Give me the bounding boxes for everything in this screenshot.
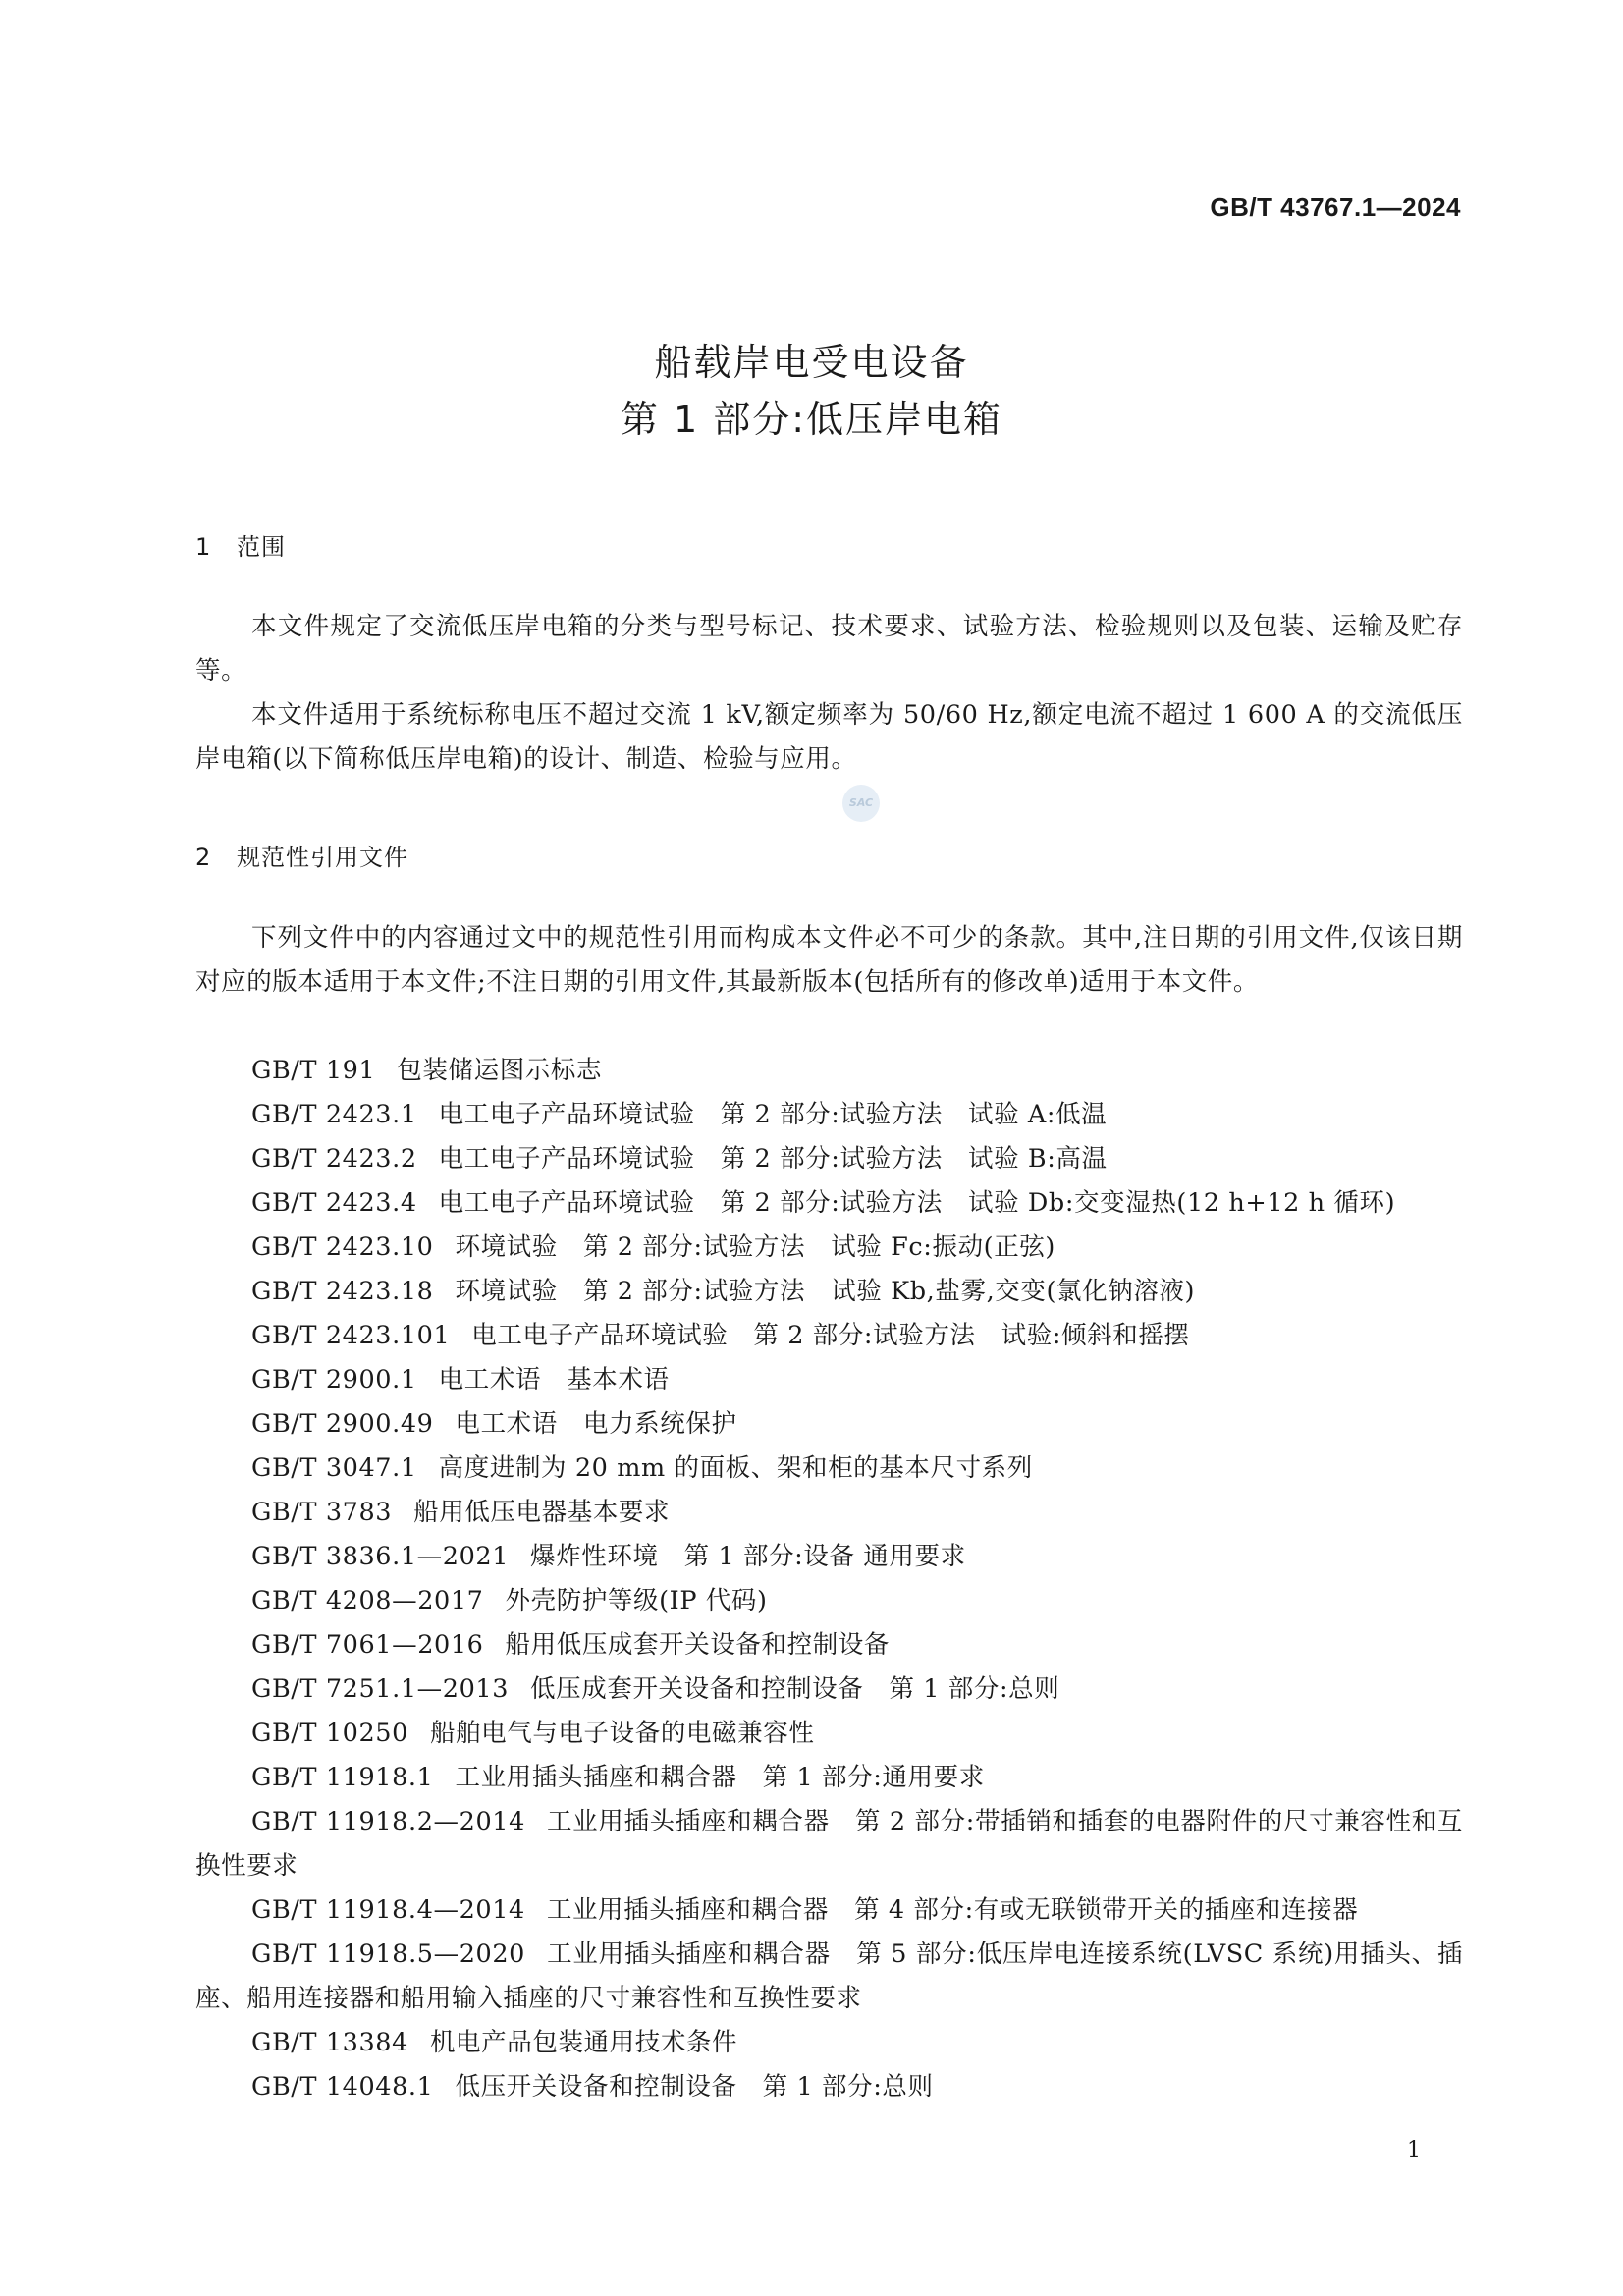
reference-code: GB/T 2423.2 [251, 1144, 417, 1174]
reference-title: 工业用插头插座和耦合器 第 2 部分:带插销和插套的电器附件的尺寸兼容性和互换性要求 [195, 1807, 1463, 1881]
section-title: 规范性引用文件 [237, 844, 408, 871]
section-1-heading [195, 527, 286, 562]
reference-item [195, 1181, 1463, 1226]
reference-title: 电工电子产品环境试验 第 2 部分:试验方法 试验 B:高温 [438, 1144, 1108, 1174]
standard-number: GB/T 43767.1—2024 [1210, 192, 1461, 222]
reference-item [195, 1535, 1463, 1579]
reference-code: GB/T 3836.1—2021 [251, 1542, 510, 1571]
reference-item [195, 1314, 1463, 1358]
reference-item [195, 1270, 1463, 1314]
section-title: 范围 [237, 533, 286, 561]
reference-code: GB/T 11918.1 [251, 1763, 434, 1792]
sac-watermark-logo: SAC [842, 785, 880, 822]
reference-title: 爆炸性环境 第 1 部分:设备 通用要求 [530, 1542, 966, 1571]
reference-title: 低压开关设备和控制设备 第 1 部分:总则 [455, 2072, 934, 2102]
section-2-intro: 下列文件中的内容通过文中的规范性引用而构成本文件必不可少的条款。其中,注日期的引用文件,仅该日期对应的版本适用于本文件;不注日期的引用文件,其最新版本(包括所有的修改单)适用于本文件。 [195, 923, 1463, 997]
normative-reference-list [195, 1049, 1463, 2109]
reference-title: 高度进制为 20 mm 的面板、架和柜的基本尺寸系列 [438, 1453, 1033, 1483]
reference-code: GB/T 13384 [251, 2028, 408, 2057]
reference-title: 船用低压成套开关设备和控制设备 [505, 1630, 891, 1660]
reference-title: 环境试验 第 2 部分:试验方法 试验 Fc:振动(正弦) [455, 1232, 1055, 1262]
reference-title: 工业用插头插座和耦合器 第 1 部分:通用要求 [455, 1763, 985, 1792]
reference-item [195, 1800, 1463, 1888]
reference-item [195, 1049, 1463, 1093]
reference-item [195, 1888, 1463, 1933]
reference-title: 电工电子产品环境试验 第 2 部分:试验方法 试验 A:低温 [438, 1100, 1108, 1129]
reference-code: GB/T 7251.1—2013 [251, 1674, 510, 1704]
reference-code: GB/T 14048.1 [251, 2072, 434, 2102]
reference-code: GB/T 3783 [251, 1498, 393, 1527]
reference-title: 工业用插头插座和耦合器 第 4 部分:有或无联锁带开关的插座和连接器 [546, 1895, 1359, 1925]
section-1-paragraph-1: 本文件规定了交流低压岸电箱的分类与型号标记、技术要求、试验方法、检验规则以及包装、运输及贮存等。 [195, 612, 1463, 685]
reference-title: 电工电子产品环境试验 第 2 部分:试验方法 试验:倾斜和摇摆 [471, 1321, 1190, 1350]
reference-code: GB/T 191 [251, 1056, 376, 1085]
reference-title: 电工术语 基本术语 [438, 1365, 670, 1394]
reference-item [195, 1358, 1463, 1402]
reference-code: GB/T 3047.1 [251, 1453, 417, 1483]
section-2-heading [195, 838, 408, 872]
reference-item [195, 1093, 1463, 1137]
reference-code: GB/T 10250 [251, 1719, 408, 1748]
reference-title: 电工电子产品环境试验 第 2 部分:试验方法 试验 Db:交变湿热(12 h+12 h 循环) [438, 1188, 1396, 1218]
section-1-paragraph-2: 本文件适用于系统标称电压不超过交流 1 kV,额定频率为 50/60 Hz,额定电流不超过 1 600 A 的交流低压岸电箱(以下简称低压岸电箱)的设计、制造、检验与应用。 [195, 700, 1463, 774]
reference-code: GB/T 11918.5—2020 [251, 1940, 526, 1969]
reference-title: 包装储运图示标志 [397, 1056, 603, 1085]
reference-code: GB/T 4208—2017 [251, 1586, 484, 1615]
reference-title: 机电产品包装通用技术条件 [429, 2028, 738, 2057]
reference-title: 船用低压电器基本要求 [413, 1498, 671, 1527]
reference-title: 电工术语 电力系统保护 [455, 1409, 737, 1439]
reference-item [195, 2065, 1463, 2109]
document-title-line-1: 船载岸电受电设备 [654, 341, 969, 384]
reference-item [195, 1447, 1463, 1491]
reference-code: GB/T 2423.101 [251, 1321, 451, 1350]
reference-code: GB/T 2423.10 [251, 1232, 434, 1262]
reference-code: GB/T 11918.4—2014 [251, 1895, 525, 1925]
reference-title: 船舶电气与电子设备的电磁兼容性 [429, 1719, 815, 1748]
document-title-line-2: 第 1 部分:低压岸电箱 [620, 398, 1003, 441]
reference-item [195, 1402, 1463, 1447]
reference-item [195, 1756, 1463, 1800]
reference-item [195, 1579, 1463, 1623]
reference-item [195, 1623, 1463, 1667]
reference-code: GB/T 2423.1 [251, 1100, 417, 1129]
reference-title: 低压成套开关设备和控制设备 第 1 部分:总则 [530, 1674, 1060, 1704]
reference-item [195, 1667, 1463, 1712]
reference-title: 环境试验 第 2 部分:试验方法 试验 Kb,盐雾,交变(氯化钠溶液) [455, 1277, 1196, 1306]
reference-item [195, 1712, 1463, 1756]
reference-item [195, 2021, 1463, 2065]
reference-code: GB/T 7061—2016 [251, 1630, 484, 1660]
reference-title: 工业用插头插座和耦合器 第 5 部分:低压岸电连接系统(LVSC 系统)用插头、插座、船用连接器和船用输入插座的尺寸兼容性和互换性要求 [195, 1940, 1464, 2013]
reference-item [195, 1933, 1463, 2021]
reference-code: GB/T 2423.18 [251, 1277, 434, 1306]
reference-code: GB/T 2423.4 [251, 1188, 417, 1218]
reference-item [195, 1491, 1463, 1535]
reference-item [195, 1137, 1463, 1181]
section-number: 2 [195, 844, 212, 871]
reference-item [195, 1226, 1463, 1270]
reference-code: GB/T 2900.49 [251, 1409, 434, 1439]
page-number: 1 [1407, 2138, 1421, 2162]
reference-code: GB/T 11918.2—2014 [251, 1807, 525, 1836]
section-number: 1 [195, 533, 212, 561]
reference-code: GB/T 2900.1 [251, 1365, 417, 1394]
reference-title: 外壳防护等级(IP 代码) [505, 1586, 768, 1615]
